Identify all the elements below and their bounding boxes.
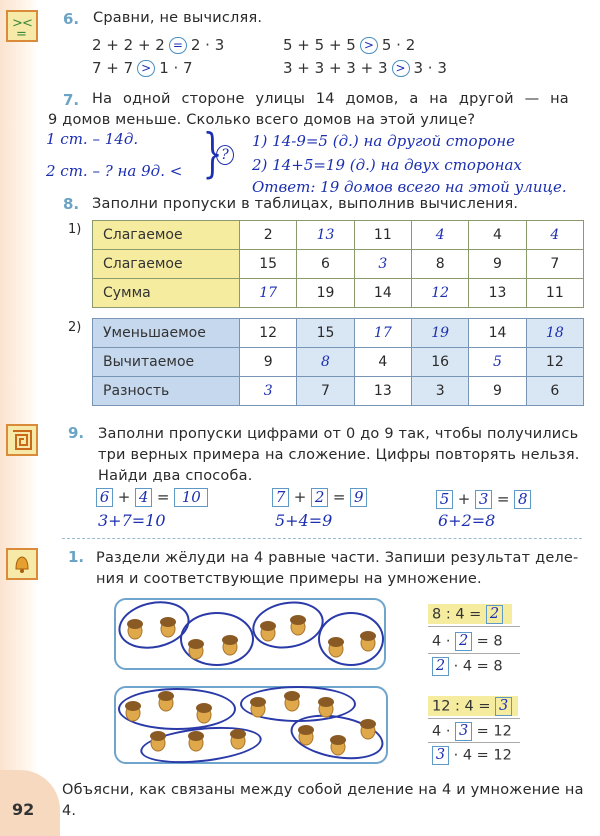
table-row: Разность 3 7 13 3 9 6 (93, 377, 584, 406)
acorn-icon (230, 729, 246, 749)
acorn-icon (290, 615, 306, 635)
acorn-icon (160, 617, 176, 637)
acorn-icon (298, 725, 314, 745)
task7-solution1: 1) 14-9=5 (д.) на другой стороне (252, 132, 515, 150)
acorn-icon (360, 719, 376, 739)
acorn-icon (318, 697, 334, 717)
table-row: Уменьшаемое 12 15 17 19 14 18 (93, 319, 584, 348)
task9-number: 9. (68, 424, 85, 442)
rule (428, 653, 520, 654)
acorn-icon (328, 637, 344, 657)
task6-row4: 3 + 3 + 3 + 3 > 3 · 3 (283, 59, 447, 77)
task7-line2: 9 домов меньше. Сколько всего домов на этой улице? (48, 112, 476, 128)
acorn-icon (284, 691, 300, 711)
acorn-icon (127, 619, 143, 639)
task7-line1: На одной стороне улицы 14 домов, а на другой — на (92, 91, 569, 107)
task6-title: Сравни, не вычисляя. (93, 10, 263, 26)
table-row: Вычитаемое 9 8 4 16 5 12 (93, 348, 584, 377)
acorn-icon (125, 701, 141, 721)
task6-row2: 7 + 7 > 1 · 7 (92, 59, 193, 77)
task1-line1: Раздели жёлуди на 4 равные части. Запиши результат деле- (96, 550, 579, 566)
task7-short1: 1 ст. – 14д. (46, 130, 139, 148)
acorn-icon (330, 735, 346, 755)
result-1-line2: 4 · 2 = 8 (432, 633, 503, 650)
task7-question: ? (216, 145, 234, 165)
table2-label: 2) (68, 320, 82, 335)
result-2-line1: 12 : 4 = 3 (432, 697, 512, 716)
task8-number: 8. (63, 195, 80, 213)
acorn-icon (188, 731, 204, 751)
table-row: Сумма 17 19 14 12 13 11 (93, 279, 584, 308)
task9-hw2: 5+4=9 (275, 511, 333, 530)
task1-line2: ния и соответствующие примеры на умножение. (96, 571, 482, 587)
task7-solution2: 2) 14+5=19 (д.) на двух сторонах (252, 156, 522, 174)
task9-example2: 7 + 2 = 9 (272, 488, 367, 507)
acorn-icon (260, 621, 276, 641)
svg-text:>: > (12, 16, 23, 31)
task9-line1: Заполни пропуски цифрами от 0 до 9 так, чтобы получились (98, 426, 579, 442)
task9-example3: 5 + 3 = 8 (436, 490, 531, 509)
task7-short2: 2 ст. – ? на 9д. < (46, 162, 183, 180)
rule (428, 742, 520, 743)
task7-number: 7. (63, 91, 80, 109)
task9-example1: 6 + 4 = 10 (96, 488, 208, 507)
footer-question: Объясни, как связаны между собой деление на 4 и умножение на 4. (62, 782, 584, 819)
task6-row1: 2 + 2 + 2 = 2 · 3 (92, 36, 225, 54)
result-1-line1: 8 : 4 = 2 (432, 605, 503, 624)
task9-hw3: 6+2=8 (438, 511, 496, 530)
acorn-icon (196, 703, 212, 723)
task7-brace: } (202, 124, 223, 184)
svg-text:=: = (16, 27, 27, 40)
task7-answer: Ответ: 19 домов всего на этой улице. (252, 178, 567, 196)
result-2-line2: 4 · 3 = 12 (432, 723, 512, 740)
svg-text:<: < (22, 16, 33, 31)
acorn-icon (188, 639, 204, 659)
acorn-icon (158, 691, 174, 711)
rule (428, 626, 520, 627)
task6-row3: 5 + 5 + 5 > 5 · 2 (283, 36, 416, 54)
task9-line2: три верных примера на сложение. Цифры повторять нельзя. (98, 447, 580, 463)
result-2-line3: 3 · 4 = 12 (432, 746, 512, 765)
task1-number: 1. (68, 548, 85, 566)
table-row: Слагаемое 2 13 11 4 4 4 (93, 221, 584, 250)
task8-title: Заполни пропуски в таблицах, выполнив вычисления. (92, 196, 519, 212)
result-1-line3: 2 · 4 = 8 (432, 657, 503, 676)
acorn-icon (150, 731, 166, 751)
task9-hw1: 3+7=10 (98, 511, 166, 530)
acorn-icon (250, 697, 266, 717)
table1-label: 1) (68, 222, 82, 237)
page-number: 92 (12, 800, 35, 819)
task9-line3: Найди два способа. (98, 468, 253, 484)
table-row: Слагаемое 15 6 3 8 9 7 (93, 250, 584, 279)
task6-number: 6. (63, 10, 80, 28)
rule (428, 718, 520, 719)
acorn-icon (222, 635, 238, 655)
acorn-icon (360, 631, 376, 651)
